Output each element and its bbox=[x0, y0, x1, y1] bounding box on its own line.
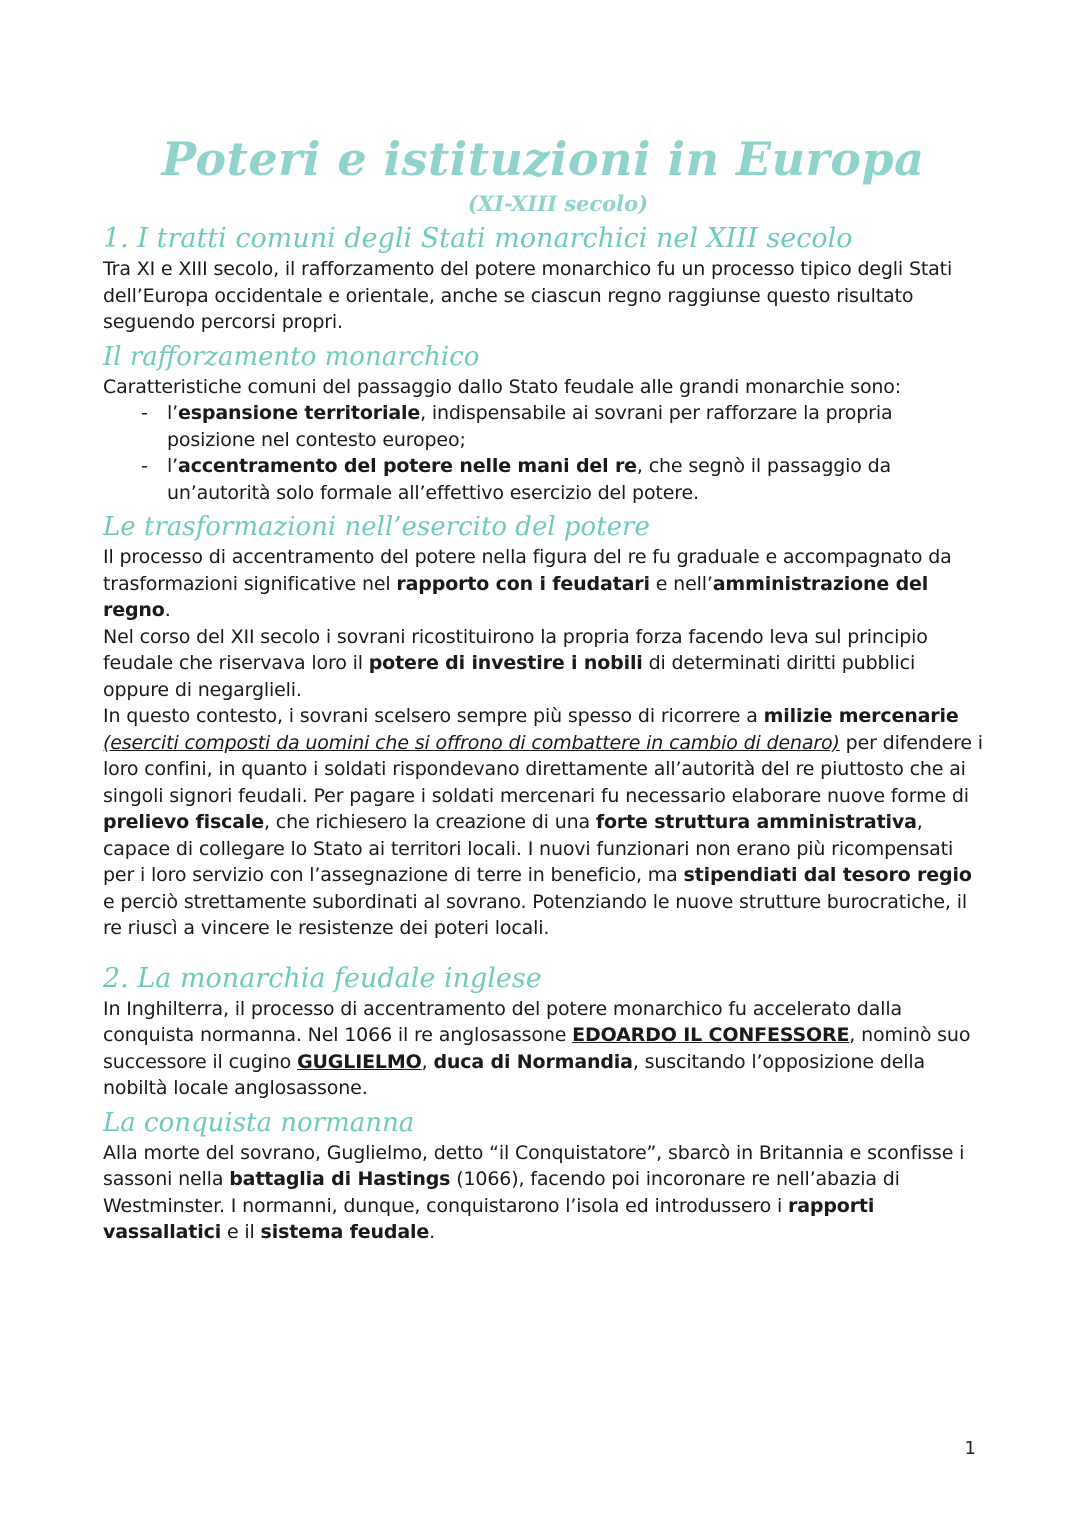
list-item: - l’accentramento del potere nelle mani del re, che segnò il passaggio da un’autorità solo formale all’effettivo esercizio del potere. bbox=[141, 455, 892, 504]
section-2a-heading: La conquista normanna bbox=[103, 1107, 415, 1138]
characteristics-list bbox=[103, 400, 983, 506]
page-subtitle: (XI-XIII secolo) bbox=[467, 191, 649, 216]
section-1a-heading: Il rafforzamento monarchico bbox=[103, 341, 480, 372]
page-title: Poteri e istituzioni in Europa bbox=[161, 132, 925, 186]
section-2a-paragraph: Alla morte del sovrano, Guglielmo, detto “il Conquistatore”, sbarcò in Britannia e sconfisse i sassoni nella battaglia di Hastings (1066), facendo poi incoronare re nell’abazia di Westminster. I normanni, dunque, conquistarono l’isola ed introdussero i rapporti vassallatici e il sistema feudale. bbox=[103, 1141, 965, 1243]
page-number: 1 bbox=[964, 1438, 976, 1459]
section-1b-paragraph-1: Il processo di accentramento del potere nella figura del re fu graduale e accompagnato da trasformazioni significative nel rapporto con i feudatari e nell’amministrazione del regno. bbox=[103, 546, 952, 621]
section-2-paragraph: In Inghilterra, il processo di accentramento del potere monarchico fu accelerato dalla conquista normanna. Nel 1066 il re anglosassone EDOARDO IL CONFESSORE, nominò suo successore il cugino GUGLIELMO, duca di Normandia, suscitando l’opposizione della nobiltà locale anglosassone. bbox=[103, 997, 971, 1099]
section-1-intro: Tra XI e XIII secolo, il rafforzamento del potere monarchico fu un processo tipico degli Stati dell’Europa occidentale e orientale, anche se ciascun regno raggiunse questo risultato seguendo percorsi propri. bbox=[103, 258, 953, 333]
section-1b-paragraph-2: Nel corso del XII secolo i sovrani ricostituirono la propria forza facendo leva sul principio feudale che riservava loro il potere di investire i nobili di determinati diritti pubblici oppure di negarglieli. bbox=[103, 625, 928, 701]
list-item: - l’espansione territoriale, indispensabile ai sovrani per rafforzare la propria posizione nel contesto europeo; bbox=[141, 402, 893, 451]
document-page bbox=[103, 130, 983, 1246]
section-1-heading: 1. I tratti comuni degli Stati monarchici nel XIII secolo bbox=[103, 223, 853, 254]
section-2-heading: 2. La monarchia feudale inglese bbox=[103, 962, 542, 994]
section-1b-paragraph-3: In questo contesto, i sovrani scelsero sempre più spesso di ricorrere a milizie mercenarie (eserciti composti da uomini che si offrono di combattere in cambio di denaro) per difendere i loro confini, in quanto i soldati rispondevano direttamente all’autorità del re piuttosto che ai singoli signori feudali. Per pagare i soldati mercenari fu necessario elaborare nuove forme di prelievo fiscale, che richiesero la creazione di una forte struttura amministrativa, capace di collegare lo Stato ai territori locali. I nuovi funzionari non erano più ricompensati per i loro servizio con l’assegnazione di terre in beneficio, ma stipendiati dal tesoro regio e perciò strettamente subordinati al sovrano. Potenziando le nuove strutture burocratiche, il re riuscì a vincere le resistenze dei poteri locali. bbox=[103, 705, 983, 939]
section-1a-intro: Caratteristiche comuni del passaggio dallo Stato feudale alle grandi monarchie sono: bbox=[103, 375, 902, 398]
section-1b-heading: Le trasformazioni nell’esercito del potere bbox=[103, 512, 650, 542]
